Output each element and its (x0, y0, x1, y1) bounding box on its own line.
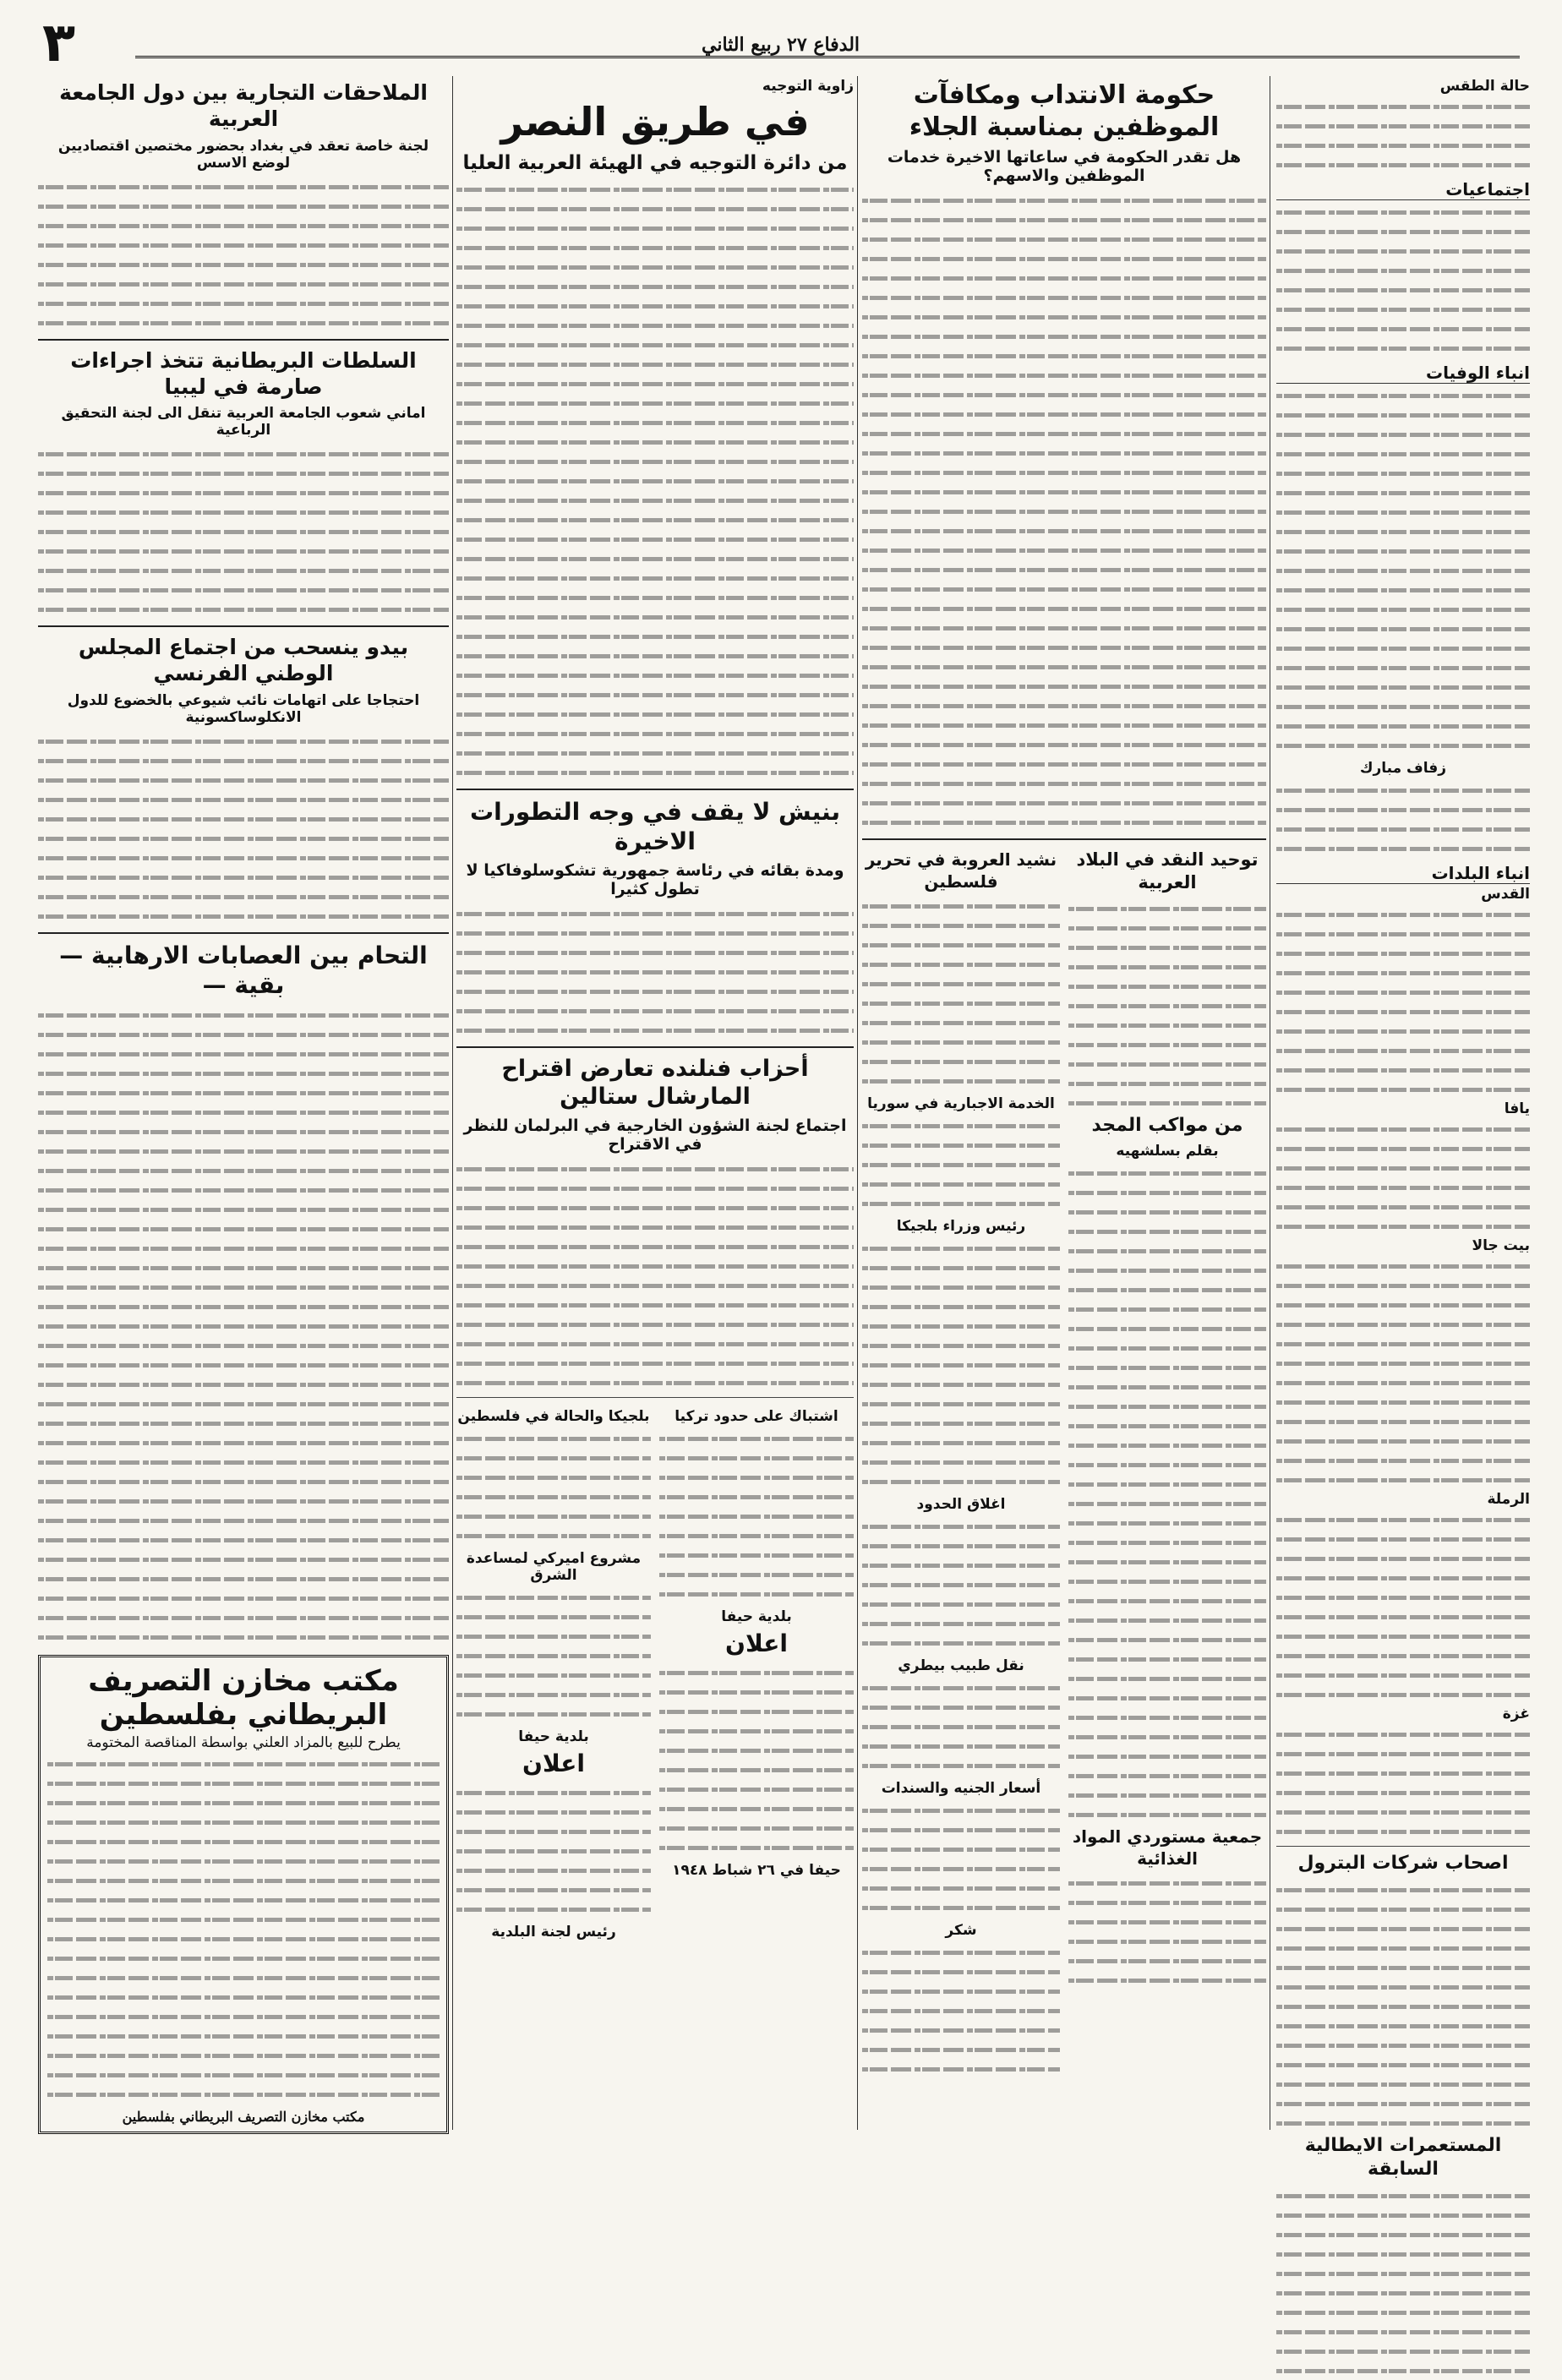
deaths-text (1276, 385, 1530, 755)
unify-title: توحيد النقد في البلاد العربية (1076, 849, 1259, 893)
parties-headline: أحزاب فنلنده تعارض اقتراح المارشال ستالين (501, 1055, 809, 1111)
oil-text (1276, 1880, 1530, 2132)
anthem-title: نشيد العروبة في تحرير فلسطين (865, 849, 1057, 892)
benes-text (456, 903, 854, 1040)
american-text (456, 1587, 651, 1723)
trade-headline: الملاحقات التجارية بين دول الجامعة العربية (59, 80, 428, 132)
city-jaffa: يافا (1504, 1100, 1530, 1117)
american-title: مشروع اميركي لمساعدة الشرق (466, 1550, 642, 1584)
italy-text (1276, 2186, 1530, 2380)
notice-date: حيفا في ٢٦ شباط ١٩٤٨ (672, 1862, 841, 1880)
separator (1276, 1846, 1530, 1847)
main-article-text (862, 190, 1266, 832)
column-2 (862, 76, 1266, 2130)
weather-text (1276, 96, 1530, 174)
separator (456, 789, 854, 790)
trade-text (38, 177, 449, 332)
separator (862, 838, 1266, 840)
page-number: ٣ (42, 12, 76, 74)
glory-byline: بقلم بسلشهيه (1116, 1143, 1219, 1160)
separator (38, 932, 449, 934)
italy-title: المستعمرات الايطالية السابقة (1304, 2134, 1502, 2181)
libya-text (38, 444, 449, 619)
cities-title: انباء البلدات (1276, 863, 1530, 884)
column-4 (38, 76, 449, 2130)
turkey-title: اشتباك على حدود تركيا (674, 1408, 838, 1425)
engagement-text (1276, 780, 1530, 858)
ad-title: مكتب مخازن التصريف البريطاني بفلسطين (88, 1663, 399, 1732)
victory-subheadline: من دائرة التوجيه في الهيئة العربية العليا (462, 151, 848, 174)
separator (38, 625, 449, 627)
food-text (1068, 1873, 1266, 1990)
social-title: اجتماعيات (1276, 179, 1530, 200)
jerusalem-text (1276, 904, 1530, 1099)
masthead-rule (135, 56, 1520, 58)
doctor-text (862, 1678, 1060, 1775)
notice-text (659, 1662, 854, 1857)
oil-title: اصحاب شركات البترول (1297, 1853, 1509, 1874)
belgium-pm-text (862, 1238, 1060, 1491)
unify-text (1068, 898, 1266, 1112)
city-jerusalem: القدس (1481, 886, 1530, 903)
dateline: الدفاع ٢٧ ربيع الثاني (702, 34, 860, 56)
glory-text (1068, 1163, 1266, 1824)
ad-intro: يطرح للبيع بالمزاد العلني بواسطة المناقصة المختومة (86, 1733, 401, 1751)
benes-subheadline: ومدة بقائه في رئاسة جمهورية تشكوسلوفاكيا لا تطول كثيرا (466, 860, 844, 898)
borders-title: اغلاق الحدود (916, 1496, 1006, 1513)
column-3 (456, 76, 854, 2130)
surplus-ad (38, 1655, 449, 2134)
notice-sign: رئيس لجنة البلدية (491, 1924, 616, 1941)
ramle-text (1276, 1509, 1530, 1704)
notice-title: اعلان (725, 1629, 788, 1657)
gangs-headline: التحام بين العصابات الارهابية — بقية — (59, 941, 428, 999)
notice-text-2 (456, 1782, 651, 1919)
borders-text (862, 1516, 1060, 1652)
turkey-text (659, 1428, 854, 1603)
doctor-title: نقل طبيب بيطري (898, 1657, 1024, 1674)
separator (38, 339, 449, 341)
deaths-title: انباء الوفيات (1276, 363, 1530, 384)
separator (456, 1397, 854, 1398)
jaffa-text (1276, 1119, 1530, 1236)
benes-headline: بنيش لا يقف في وجه التطورات الاخيرة (469, 797, 840, 855)
engagement-title: زفاف مبارك (1359, 760, 1447, 777)
victory-text (456, 179, 854, 782)
notice-title-2: اعلان (522, 1750, 585, 1777)
beitjala-text (1276, 1256, 1530, 1489)
prices-title: أسعار الجنيه والسندات (881, 1780, 1041, 1797)
french-headline: بيدو ينسحب من اجتماع المجلس الوطني الفرنسي (78, 635, 409, 686)
glory-title: من مواكب المجد (1091, 1114, 1243, 1136)
corner-label: زاوية التوجيه (762, 78, 854, 95)
haifa-muni-2: بلدية حيفا (518, 1728, 589, 1745)
victory-headline: في طريق النصر (500, 99, 810, 145)
haifa-muni: بلدية حيفا (721, 1608, 792, 1625)
syria-text (862, 1116, 1060, 1213)
thanks-text (862, 1942, 1060, 2078)
trade-subheadline: لجنة خاصة تعقد في بغداد بحضور مختصين اقتصاديين لوضع الاسس (57, 137, 429, 172)
gaza-text (1276, 1724, 1530, 1841)
masthead (42, 12, 1520, 74)
french-text (38, 731, 449, 925)
thanks-title: شكر (945, 1922, 977, 1939)
belgium-pm-title: رئيس وزراء بلجيكا (896, 1218, 1026, 1235)
food-title: جمعية مستوردي المواد الغذائية (1072, 1826, 1263, 1870)
main-subheadline: هل تقدر الحكومة في ساعاتها الاخيرة خدمات الموظفين والاسهم؟ (887, 148, 1242, 185)
main-headline: حكومة الانتداب ومكافآت الموظفين بمناسبة الجلاء (909, 80, 1220, 142)
ad-text (47, 1754, 440, 2104)
social-text (1276, 202, 1530, 358)
column-rule (452, 76, 453, 2130)
prices-text (862, 1800, 1060, 1917)
weather-title: حالة الطقس (1439, 78, 1530, 95)
anthem-text (862, 896, 1060, 1090)
parties-subheadline: اجتماع لجنة الشؤون الخارجية في البرلمان للنظر في الاقتراح (463, 1116, 847, 1154)
gangs-text (38, 1005, 449, 1646)
belgium-palestine-text (456, 1428, 651, 1545)
libya-subheadline: اماني شعوب الجامعة العربية تنقل الى لجنة التحقيق الرباعية (61, 405, 426, 439)
column-rule (857, 76, 858, 2130)
belgium-palestine-title: بلجيكا والحالة في فلسطين (457, 1408, 650, 1425)
libya-headline: السلطات البريطانية تتخذ اجراءات صارمة في ليبيا (70, 347, 417, 399)
city-beitjala: بيت جالا (1472, 1237, 1530, 1254)
syria-title: الخدمة الاجبارية في سوريا (867, 1095, 1055, 1112)
french-subheadline: احتجاجا على اتهامات نائب شيوعي بالخضوع للدول الانكلوساكسونية (67, 691, 420, 726)
city-gaza: غزة (1502, 1706, 1530, 1722)
column-1 (1276, 76, 1530, 2181)
ad-sign: مكتب مخازن التصريف البريطاني بفلسطين (122, 2108, 365, 2125)
city-ramle: الرملة (1487, 1491, 1530, 1508)
parties-text (456, 1159, 854, 1392)
separator (456, 1046, 854, 1048)
